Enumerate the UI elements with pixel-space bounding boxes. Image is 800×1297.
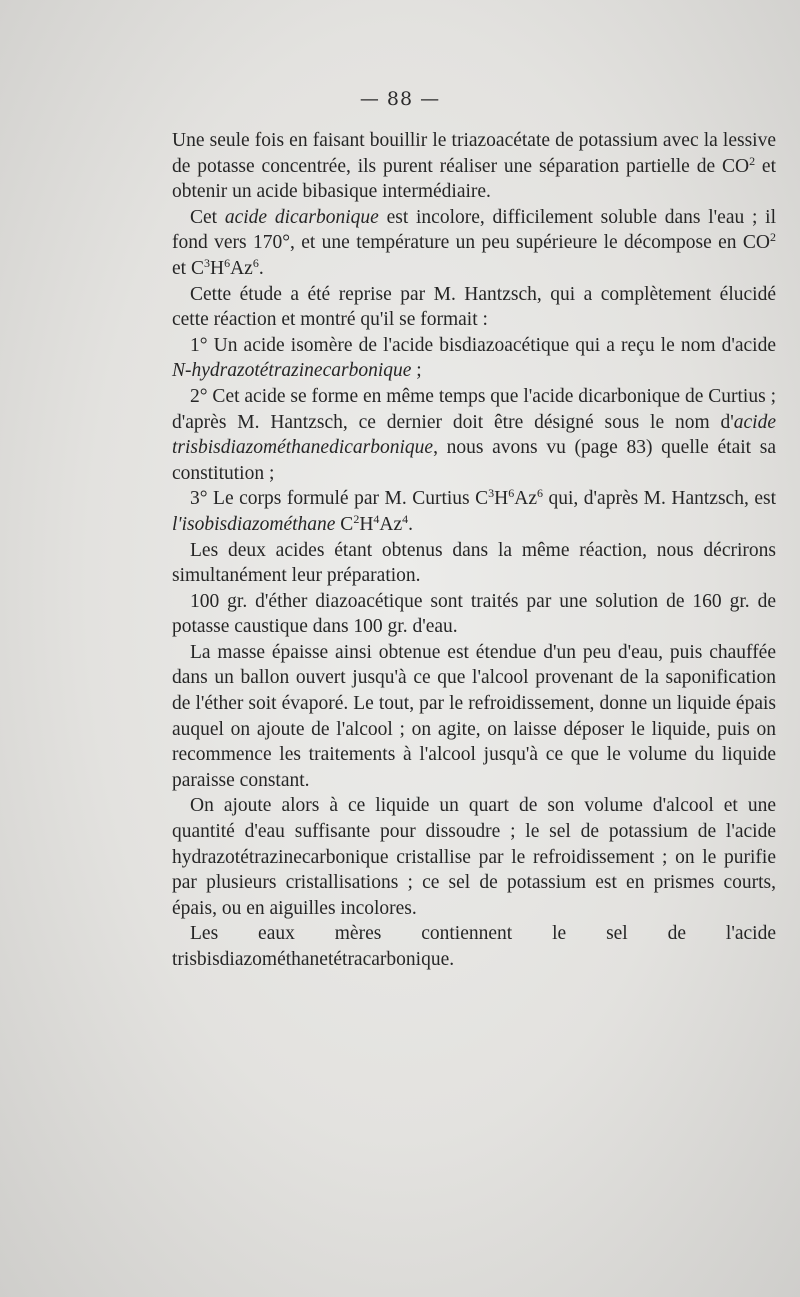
paragraph <box>172 921 776 972</box>
paragraph <box>172 793 776 921</box>
page-number: — 88 — <box>359 88 441 110</box>
paragraph <box>172 384 776 486</box>
text-run: On ajoute alors à ce liquide un quart de son volume d'alcool et une quantité d'eau suffisante pour dissoudre ; le sel de potassium de l'acide hydrazotétrazinecarbonique cristallise par le refroidissement ; on le purifie par plusieurs cristallisations ; ce sel de potassium est en prismes courts, épais, ou en aiguilles incolores. <box>172 795 776 919</box>
text-run: H <box>209 257 225 279</box>
text-run: Az <box>230 257 253 279</box>
superscript: 6 <box>536 486 543 501</box>
italic-term: N-hydrazotétrazinecarbonique <box>172 360 412 382</box>
paragraph <box>172 589 776 640</box>
paragraph <box>172 486 776 537</box>
superscript: 3 <box>488 486 495 501</box>
superscript: 6 <box>224 255 231 270</box>
body-text <box>172 128 776 973</box>
text-run: Une seule fois en faisant bouillir le triazoacétate de potassium avec la lessive de potasse concentrée, ils purent réaliser une séparation partielle de CO <box>172 130 776 177</box>
paragraph <box>172 128 776 205</box>
superscript: 2 <box>770 230 776 245</box>
text-run: 3° Le corps formulé par M. Curtius C <box>190 488 489 510</box>
text-run: C <box>335 513 354 535</box>
text-run: et obtenir un acide bibasique intermédiaire. <box>172 155 777 203</box>
superscript: 4 <box>373 511 380 526</box>
text-run: , nous avons vu (page 83) quelle était sa constitution ; <box>172 437 776 484</box>
text-run: H <box>359 513 374 535</box>
paragraph <box>172 333 776 384</box>
paragraph <box>172 205 776 282</box>
text-run: Az <box>514 488 537 510</box>
text-run: Les deux acides étant obtenus dans la même réaction, nous décrirons simultanément leur préparation. <box>172 539 776 587</box>
text-run: Cet <box>190 206 225 228</box>
superscript: 2 <box>749 153 756 168</box>
paragraph <box>172 538 776 589</box>
paragraph <box>172 640 776 794</box>
text-run: 1° Un acide isomère de l'acide bisdiazoacétique qui a reçu le nom d'acide <box>190 334 776 356</box>
superscript: 6 <box>508 486 515 501</box>
italic-term: l'isobisdiazométhane <box>172 513 336 535</box>
italic-term: acide trisbisdiazométhanedicarbonique <box>172 411 776 459</box>
text-run: ; <box>411 360 422 382</box>
text-run: Cette étude a été reprise par M. Hantzsch, qui a complètement élucidé cette réaction et montré qu'il se formait : <box>172 283 776 331</box>
text-run: 2° Cet acide se forme en même temps que l'acide dicarbonique de Curtius ; d'après M. Hantzsch, ce dernier doit être désigné sous le nom d' <box>172 385 776 433</box>
text-run: Les eaux mères contiennent le sel de l'acide trisbisdiazométhanetétracarbonique. <box>172 923 776 970</box>
superscript: 2 <box>353 511 360 526</box>
superscript: 4 <box>402 511 409 526</box>
superscript: 6 <box>252 255 259 270</box>
text-run: est incolore, difficilement soluble dans l'eau ; il fond vers 170°, et une température un peu supérieure le décompose en CO <box>172 206 776 254</box>
text-run: H <box>494 488 509 510</box>
paragraph <box>172 282 776 333</box>
text-run: . <box>258 257 264 279</box>
text-run: . <box>408 513 414 535</box>
text-run: qui, d'après M. Hantzsch, est <box>542 488 776 510</box>
text-run: Az <box>379 513 403 535</box>
italic-term: acide dicarbonique <box>224 206 379 228</box>
text-run: 100 gr. d'éther diazoacétique sont traités par une solution de 160 gr. de potasse caustique dans 100 gr. d'eau. <box>172 590 776 638</box>
text-run: La masse épaisse ainsi obtenue est étendue d'un peu d'eau, puis chauffée dans un ballon ouvert jusqu'à ce que l'alcool provenant de la saponification de l'éther soit évaporé. Le tout, par le refroidissement, donne un liquide épais auquel on ajoute de l'alcool ; on agite, on laisse déposer le liquide, puis on recommence les traitements à l'alcool jusqu'à ce que le volume du liquide paraisse constant. <box>172 641 776 791</box>
superscript: 3 <box>203 255 210 270</box>
text-run: et C <box>172 257 204 279</box>
